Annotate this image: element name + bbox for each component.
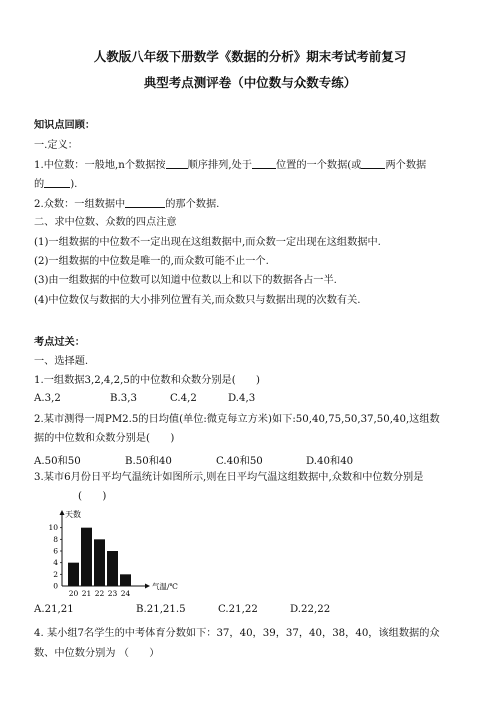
definition-mode: 2.众数：一组数据中 的那个数据. [34, 199, 220, 210]
question-3-line-2: ( ) [78, 491, 107, 502]
note-2: (2)一组数据的中位数是唯一的,而众数可能不止一个. [34, 256, 269, 267]
bar-20 [68, 563, 79, 586]
x-tick-label: 22 [94, 589, 105, 598]
q3-option-b: B.21,21.5 [136, 604, 186, 615]
x-tick-label: 20 [68, 589, 79, 598]
question-1: 1.一组数据3,2,4,2,5的中位数和众数分别是( ) [34, 375, 261, 386]
q1-option-c: C.4,2 [170, 393, 197, 404]
bar-22 [94, 539, 105, 586]
question-4-line-2: 数、中位数分别为 （ ） [34, 648, 160, 659]
x-axis-arrow [145, 584, 150, 589]
definition-median-cont: 的 ). [34, 179, 78, 190]
y-tick-label: 4 [53, 558, 58, 568]
fill-blank [166, 158, 188, 169]
note-4: (4)中位数仅与数据的大小排列位置有关,而众数只与数据出现的次数有关. [34, 295, 361, 306]
question-2-line-2: 据的中位数和众数分别是( ) [34, 433, 175, 444]
fill-blank [44, 177, 70, 188]
y-tick-label: 10 [48, 523, 58, 533]
y-tick-label: 0 [53, 581, 58, 591]
q2-option-c: C.40和50 [216, 456, 263, 467]
q1-option-a: A.3,2 [34, 393, 61, 404]
definition-median: 1.中位数：一般地,n个数据按 顺序排列,处于 位置的一个数据(或 两个数据 [34, 160, 427, 171]
x-tick-label: 23 [107, 589, 118, 598]
y-tick-label: 6 [53, 546, 58, 556]
note-3: (3)由一组数据的中位数可以知道中位数以上和以下的数据各占一半. [34, 275, 337, 286]
x-axis-label: 气温/℃ [152, 582, 178, 591]
question-4-line-1: 4. 某小组7名学生的中考体育分数如下：37，40，39，37，40，38，40，该组数据的众 [34, 628, 440, 639]
q3-option-c: C.21,22 [218, 604, 258, 615]
bar-24 [120, 574, 131, 586]
q2-option-a: A.50和50 [34, 456, 81, 467]
page-subtitle: 典型考点测评卷（中位数与众数专练） [143, 75, 357, 90]
section-choice: 一、选择题. [34, 356, 89, 367]
q3-option-d: D.22,22 [290, 604, 331, 615]
knowledge-heading: 知识点回顾： [34, 119, 96, 131]
q2-option-b: B.50和40 [125, 456, 172, 467]
page-title: 人教版八年级下册数学《数据的分析》期末考试考前复习 [93, 49, 407, 64]
y-tick-label: 8 [53, 534, 58, 544]
question-2-line-1: 2.某市测得一周PM2.5的日均值(单位:微克每立方米)如下:50,40,75,50,37,50,40,这组数 [34, 414, 440, 425]
fill-blank [125, 197, 165, 208]
y-axis-label: 天数 [65, 510, 81, 519]
y-tick-label: 2 [53, 569, 58, 579]
section-definition: 一.定义： [34, 140, 78, 151]
bar-21 [81, 528, 92, 586]
q3-option-a: A.21,21 [34, 604, 74, 615]
y-axis-arrow [60, 510, 65, 515]
temperature-bar-chart [40, 508, 190, 600]
q1-option-d: D.4,3 [228, 393, 256, 404]
note-1: (1)一组数据的中位数不一定出现在这组数据中,而众数一定出现在这组数据中. [34, 237, 381, 248]
question-3-line-1: 3.某市6月份日平均气温统计如图所示,则在日平均气温这组数据中,众数和中位数分别是 [34, 472, 424, 483]
x-tick-label: 21 [81, 589, 92, 598]
fill-blank [252, 158, 276, 169]
practice-heading: 考点过关： [34, 336, 85, 348]
section-notes: 二、求中位数、众数的四点注意 [34, 217, 177, 228]
fill-blank [361, 158, 385, 169]
q1-option-b: B.3,3 [110, 393, 137, 404]
bar-23 [107, 551, 118, 586]
x-tick-label: 24 [120, 589, 131, 598]
q2-option-d: D.40和40 [306, 456, 354, 467]
